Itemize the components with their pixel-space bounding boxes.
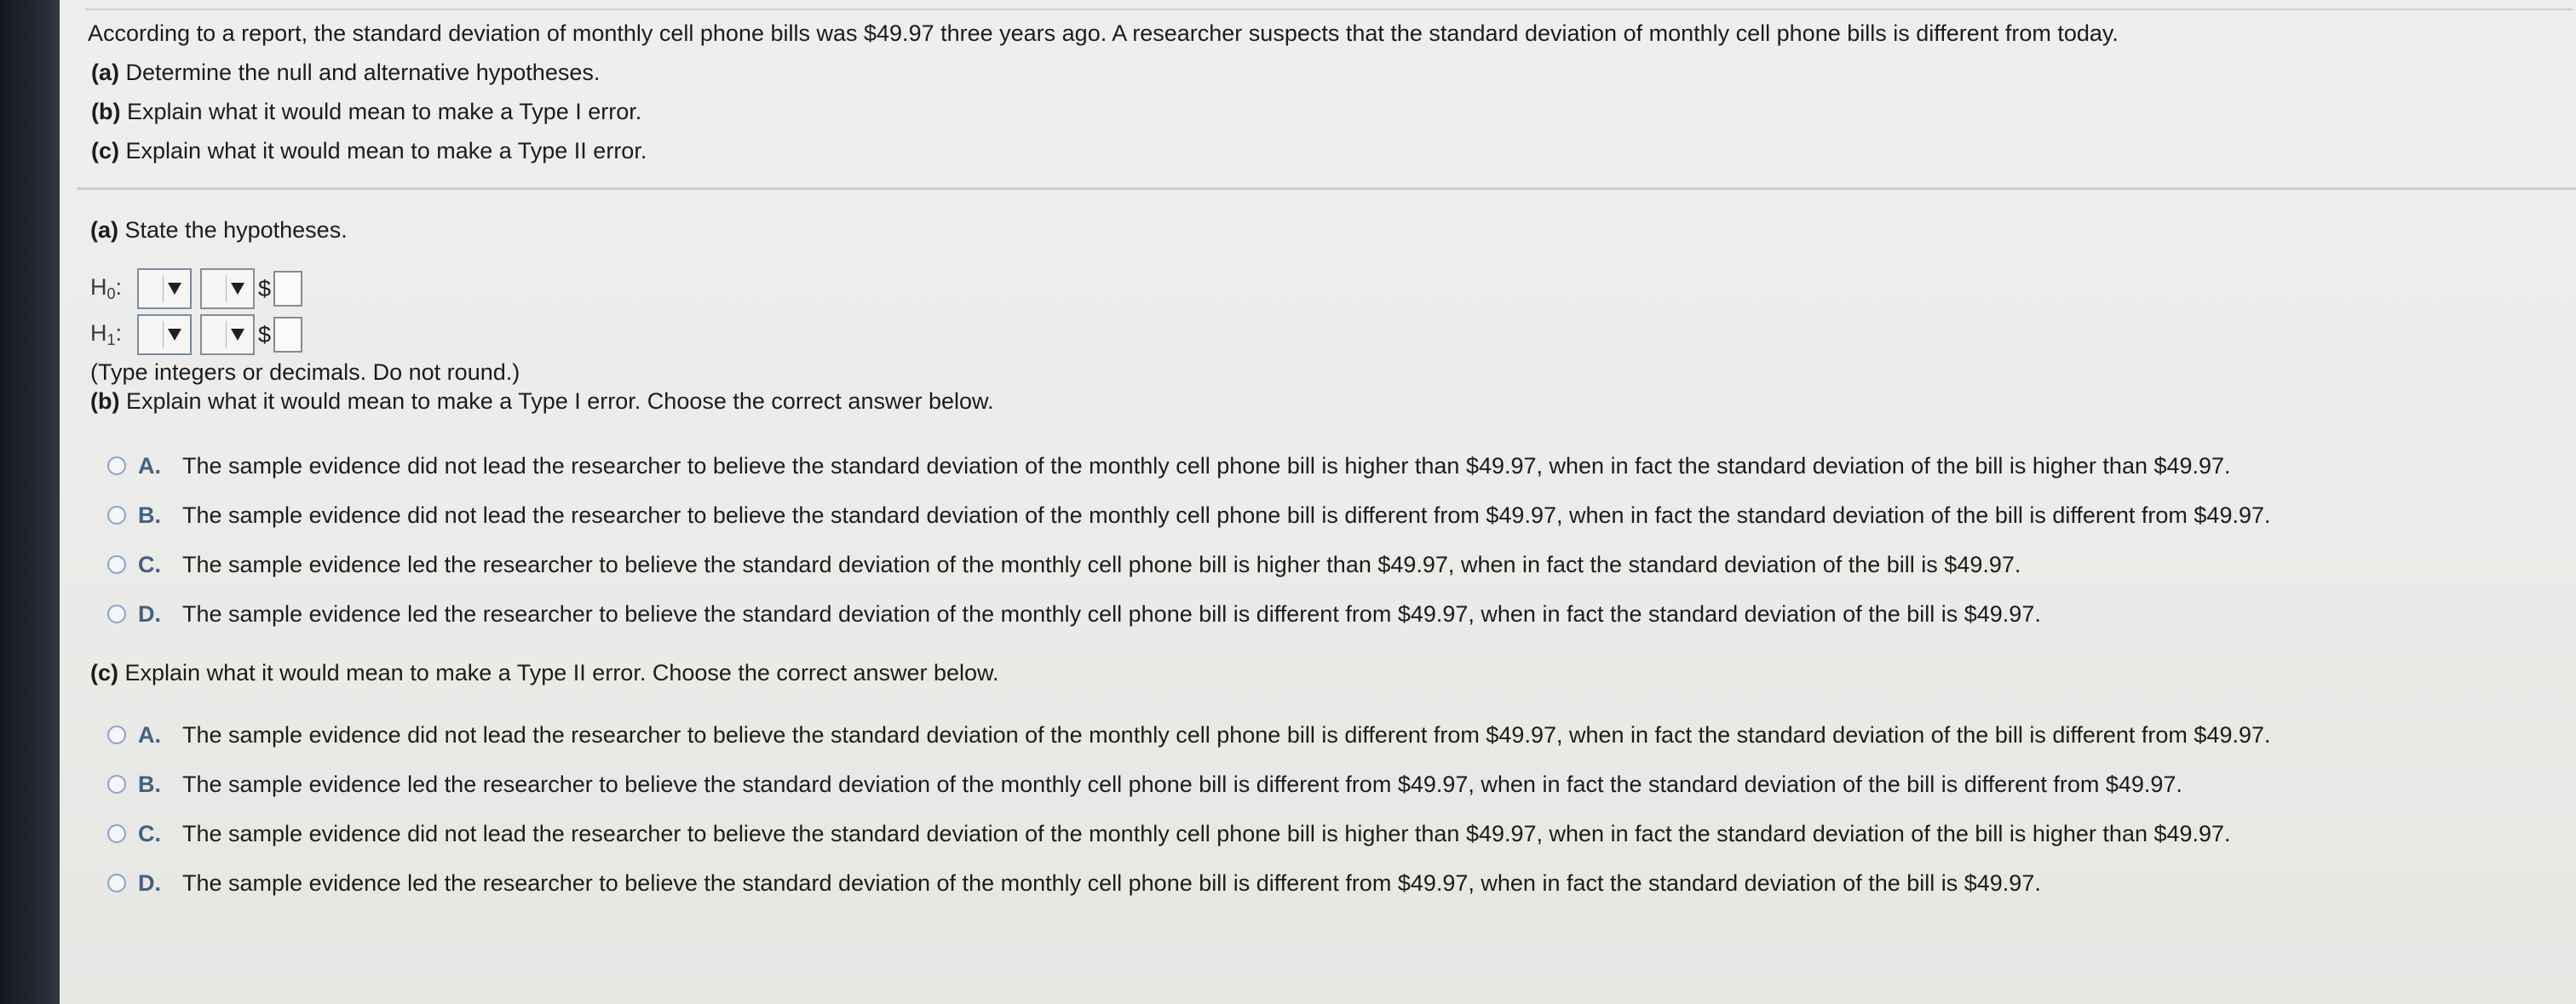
problem-part-b-text: Explain what it would mean to make a Type I error. (127, 99, 642, 124)
part-c-option-d[interactable] (90, 858, 2544, 908)
alt-hypothesis-subscript: 1 (106, 331, 116, 348)
part-c-option-b[interactable] (90, 760, 2544, 809)
radio-button[interactable] (107, 605, 126, 623)
option-text: The sample evidence did not lead the researcher to believe the standard deviation of the monthly cell phone bill is higher than $49.97, when in fact the standard deviation of the bill is higher than $49.97. (182, 820, 2231, 846)
null-hypothesis-symbol: H (90, 274, 107, 300)
part-a-heading (90, 213, 2544, 247)
alt-parameter-dropdown[interactable] (137, 314, 192, 355)
null-operator-dropdown[interactable] (200, 268, 255, 309)
problem-part-a (91, 53, 2541, 92)
option-letter: D. (138, 869, 161, 896)
problem-part-c (91, 131, 2541, 170)
radio-button[interactable] (107, 775, 126, 794)
problem-part-b-label: (b) (91, 99, 121, 124)
answer-area (90, 213, 2544, 908)
problem-part-c-text: Explain what it would mean to make a Type II error. (125, 138, 647, 164)
null-hypothesis-row (90, 266, 2544, 312)
part-b-text: Explain what it would mean to make a Type I error. Choose the correct answer below. (126, 388, 994, 414)
chevron-down-icon (168, 283, 181, 295)
part-a-label: (a) (90, 217, 118, 243)
radio-button[interactable] (107, 555, 126, 574)
option-text: The sample evidence did not lead the researcher to believe the standard deviation of the monthly cell phone bill is different from $49.97, when in fact the standard deviation of the bill is different from $49.97. (182, 721, 2271, 748)
problem-part-a-text: Determine the null and alternative hypotheses. (125, 60, 601, 85)
option-letter: A. (138, 452, 161, 479)
part-c-option-c[interactable] (90, 809, 2544, 858)
part-a-text: State the hypotheses. (124, 217, 348, 243)
option-text: The sample evidence led the researcher to believe the standard deviation of the monthly cell phone bill is higher than $49.97, when in fact the standard deviation of the bill is $49.97. (182, 551, 2021, 577)
alt-hypothesis-row (90, 312, 2544, 358)
null-currency-symbol: $ (258, 275, 272, 301)
problem-part-b (91, 92, 2541, 131)
radio-button[interactable] (107, 874, 126, 892)
part-b-heading (90, 387, 2544, 416)
problem-statement (88, 14, 2541, 170)
top-divider (85, 9, 2573, 10)
question-page (60, 0, 2576, 1004)
null-hypothesis-label: $H_0$: (90, 274, 123, 302)
null-parameter-dropdown[interactable] (137, 268, 192, 309)
screen-bezel (0, 0, 60, 1004)
part-b-options (90, 441, 2544, 639)
radio-button[interactable] (107, 506, 126, 525)
option-text: The sample evidence did not lead the researcher to believe the standard deviation of the monthly cell phone bill is different from $49.97, when in fact the standard deviation of the bill is different from $49.97. (182, 502, 2271, 528)
alt-value-input[interactable] (273, 317, 302, 353)
null-value-input[interactable] (273, 271, 302, 307)
part-b-option-b[interactable] (90, 491, 2544, 540)
part-b-option-d[interactable] (90, 589, 2544, 639)
part-c-text: Explain what it would mean to make a Type II error. Choose the correct answer below. (124, 660, 999, 686)
option-text: The sample evidence led the researcher to believe the standard deviation of the monthly cell phone bill is different from $49.97, when in fact the standard deviation of the bill is $49.97. (182, 869, 2041, 896)
part-c-options (90, 710, 2544, 908)
option-letter: B. (138, 502, 161, 528)
option-letter: C. (138, 820, 161, 846)
radio-button[interactable] (107, 824, 126, 843)
alt-currency-symbol: $ (258, 321, 272, 347)
option-text: The sample evidence led the researcher to believe the standard deviation of the monthly cell phone bill is different from $49.97, when in fact the standard deviation of the bill is $49.97. (182, 600, 2041, 627)
part-c-option-a[interactable] (90, 710, 2544, 760)
option-text: The sample evidence led the researcher to believe the standard deviation of the monthly cell phone bill is different from $49.97, when in fact the standard deviation of the bill is different from $49.97. (182, 771, 2182, 797)
problem-part-c-label: (c) (91, 138, 119, 164)
option-letter: C. (138, 551, 161, 577)
section-divider (77, 187, 2576, 190)
part-b-option-c[interactable] (90, 540, 2544, 589)
part-b-label: (b) (90, 388, 120, 414)
problem-part-a-label: (a) (91, 60, 119, 85)
chevron-down-icon (231, 283, 244, 295)
part-c-label: (c) (90, 660, 118, 686)
chevron-down-icon (231, 329, 244, 341)
radio-button[interactable] (107, 726, 126, 744)
option-letter: B. (138, 771, 161, 797)
radio-button[interactable] (107, 456, 126, 475)
option-text: The sample evidence did not lead the researcher to believe the standard deviation of the monthly cell phone bill is higher than $49.97, when in fact the standard deviation of the bill is higher than $49.97. (182, 452, 2231, 479)
problem-stem: According to a report, the standard deviation of monthly cell phone bills was $49.97 three years ago. A researcher suspects that the standard deviation of monthly cell phone bills is different from today. (88, 20, 2119, 46)
part-b-option-a[interactable] (90, 441, 2544, 491)
option-letter: D. (138, 600, 161, 627)
null-hypothesis-subscript: 0 (106, 285, 116, 302)
chevron-down-icon (168, 329, 181, 341)
alt-hypothesis-label: $H_1$: (90, 320, 123, 348)
alt-hypothesis-symbol: H (90, 320, 107, 346)
alt-operator-dropdown[interactable] (200, 314, 255, 355)
input-instructions: (Type integers or decimals. Do not round.) (90, 359, 520, 385)
option-letter: A. (138, 721, 161, 748)
part-c-heading (90, 654, 2544, 691)
